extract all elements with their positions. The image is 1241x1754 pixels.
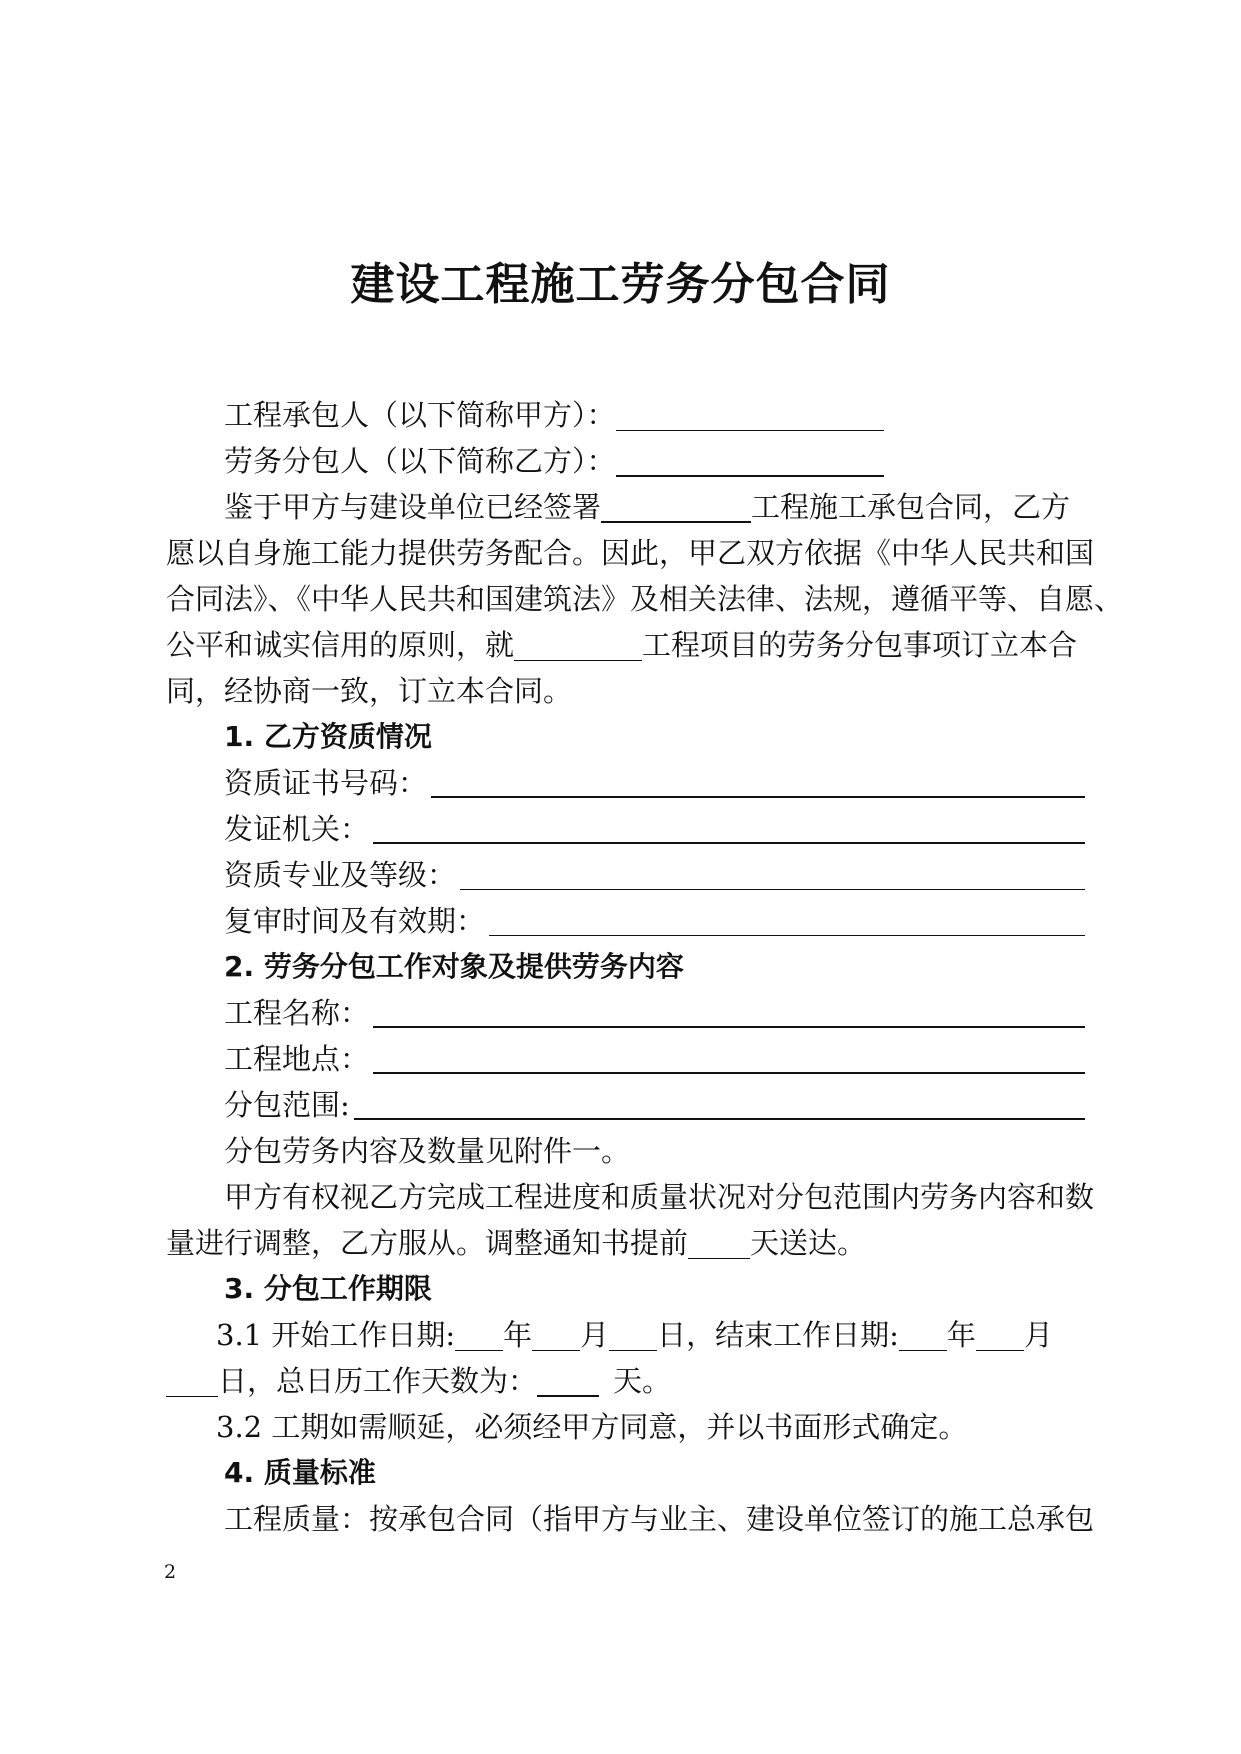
subcontract-scope-row <box>166 1082 1085 1128</box>
period-item-2: 3.2 工期如需顺延，必须经甲方同意，并以书面形式确定。 <box>216 1410 968 1444</box>
section-2-heading: 2. 劳务分包工作对象及提供劳务内容 <box>224 950 684 983</box>
party-b-label: 劳务分包人（以下简称乙方）： <box>224 444 616 478</box>
intro-text: 工程项目的劳务分包事项订立本合 <box>642 628 1078 662</box>
field-label: 发证机关： <box>224 812 370 846</box>
intro-line-3: 合同法》、《中华人民共和国建筑法》及相关法律、法规，遵循平等、自愿、 <box>166 582 1124 616</box>
contract-title: 建设工程施工劳务分包合同 <box>350 259 891 310</box>
section-1-heading: 1. 乙方资质情况 <box>224 720 432 753</box>
field-label: 资质证书号码： <box>224 766 428 800</box>
field-label: 工程地点： <box>224 1042 370 1076</box>
party-a-label: 工程承包人（以下简称甲方）： <box>224 398 616 432</box>
start-year-blank[interactable] <box>455 1320 503 1351</box>
qualification-cert-row <box>166 760 1085 806</box>
adjust-text: 量进行调整，乙方服从。调整通知书提前 <box>166 1226 689 1260</box>
month-label: 月 <box>1023 1318 1053 1352</box>
total-days-blank[interactable] <box>537 1365 599 1397</box>
intro-line-2: 愿以自身施工能力提供劳务配合。因此，甲乙双方依据《中华人民共和国 <box>166 536 1095 570</box>
project-location-field[interactable] <box>373 1040 1085 1074</box>
notice-days-blank[interactable] <box>688 1228 750 1259</box>
year-label: 年 <box>503 1318 533 1352</box>
project-name-field[interactable] <box>373 994 1085 1028</box>
start-month-blank[interactable] <box>532 1320 580 1351</box>
intro-text: 公平和诚实信用的原则，就 <box>166 628 515 662</box>
start-date-label: 3.1 开始工作日期: <box>216 1318 456 1352</box>
intro-line-4 <box>166 622 1085 668</box>
start-day-blank[interactable] <box>609 1320 657 1351</box>
project-name-blank[interactable] <box>514 630 642 661</box>
field-label: 分包范围: <box>224 1088 350 1122</box>
party-a-blank[interactable] <box>616 400 884 431</box>
page-number: 2 <box>164 1561 177 1583</box>
section-4-heading: 4. 质量标准 <box>224 1456 376 1489</box>
qualification-grade-blank[interactable] <box>460 857 1085 890</box>
intro-line-5: 同，经协商一致，订立本合同。 <box>166 674 573 708</box>
period-line-2 <box>166 1358 1085 1404</box>
month-label: 月 <box>580 1318 610 1352</box>
intro-text: 鉴于甲方与建设单位已经签署 <box>224 490 602 524</box>
party-b-line <box>166 438 1085 484</box>
adjust-line-1: 甲方有权视乙方完成工程进度和质量状况对分包范围内劳务内容和数 <box>224 1180 1095 1214</box>
issuing-authority-blank[interactable] <box>373 810 1085 844</box>
field-label: 复审时间及有效期： <box>224 904 486 938</box>
review-validity-blank[interactable] <box>489 903 1085 936</box>
issuing-authority-row <box>166 806 1085 852</box>
section-3-heading: 3. 分包工作期限 <box>224 1272 432 1305</box>
contract-body <box>166 392 1124 1542</box>
year-label: 年 <box>946 1318 976 1352</box>
quality-line: 工程质量：按承包合同（指甲方与业主、建设单位签订的施工总承包 <box>224 1502 1095 1536</box>
field-label: 工程名称： <box>224 996 370 1030</box>
party-b-blank[interactable] <box>616 445 884 477</box>
period-line-1 <box>166 1312 1085 1358</box>
project-location-row <box>166 1036 1085 1082</box>
qualification-cert-blank[interactable] <box>431 764 1085 798</box>
intro-text: 工程施工承包合同，乙方 <box>751 490 1071 524</box>
party-a-line <box>166 392 1085 438</box>
end-date-label: 日，结束工作日期: <box>657 1318 899 1352</box>
qualification-grade-row <box>166 852 1085 898</box>
adjust-text: 天送达。 <box>750 1226 867 1260</box>
field-label: 资质专业及等级： <box>224 858 457 892</box>
intro-line-1 <box>166 484 1085 530</box>
contract-name-blank[interactable] <box>601 491 751 523</box>
days-label: 天。 <box>613 1364 672 1398</box>
total-days-label: 日，总日历工作天数为： <box>218 1364 538 1398</box>
project-name-row <box>166 990 1085 1036</box>
adjust-line-2 <box>166 1220 1085 1266</box>
review-validity-row <box>166 898 1085 944</box>
end-year-blank[interactable] <box>899 1320 947 1351</box>
end-day-blank[interactable] <box>166 1366 218 1397</box>
attachment-note: 分包劳务内容及数量见附件一。 <box>224 1134 631 1168</box>
subcontract-scope-field[interactable] <box>354 1086 1085 1120</box>
end-month-blank[interactable] <box>976 1320 1024 1351</box>
